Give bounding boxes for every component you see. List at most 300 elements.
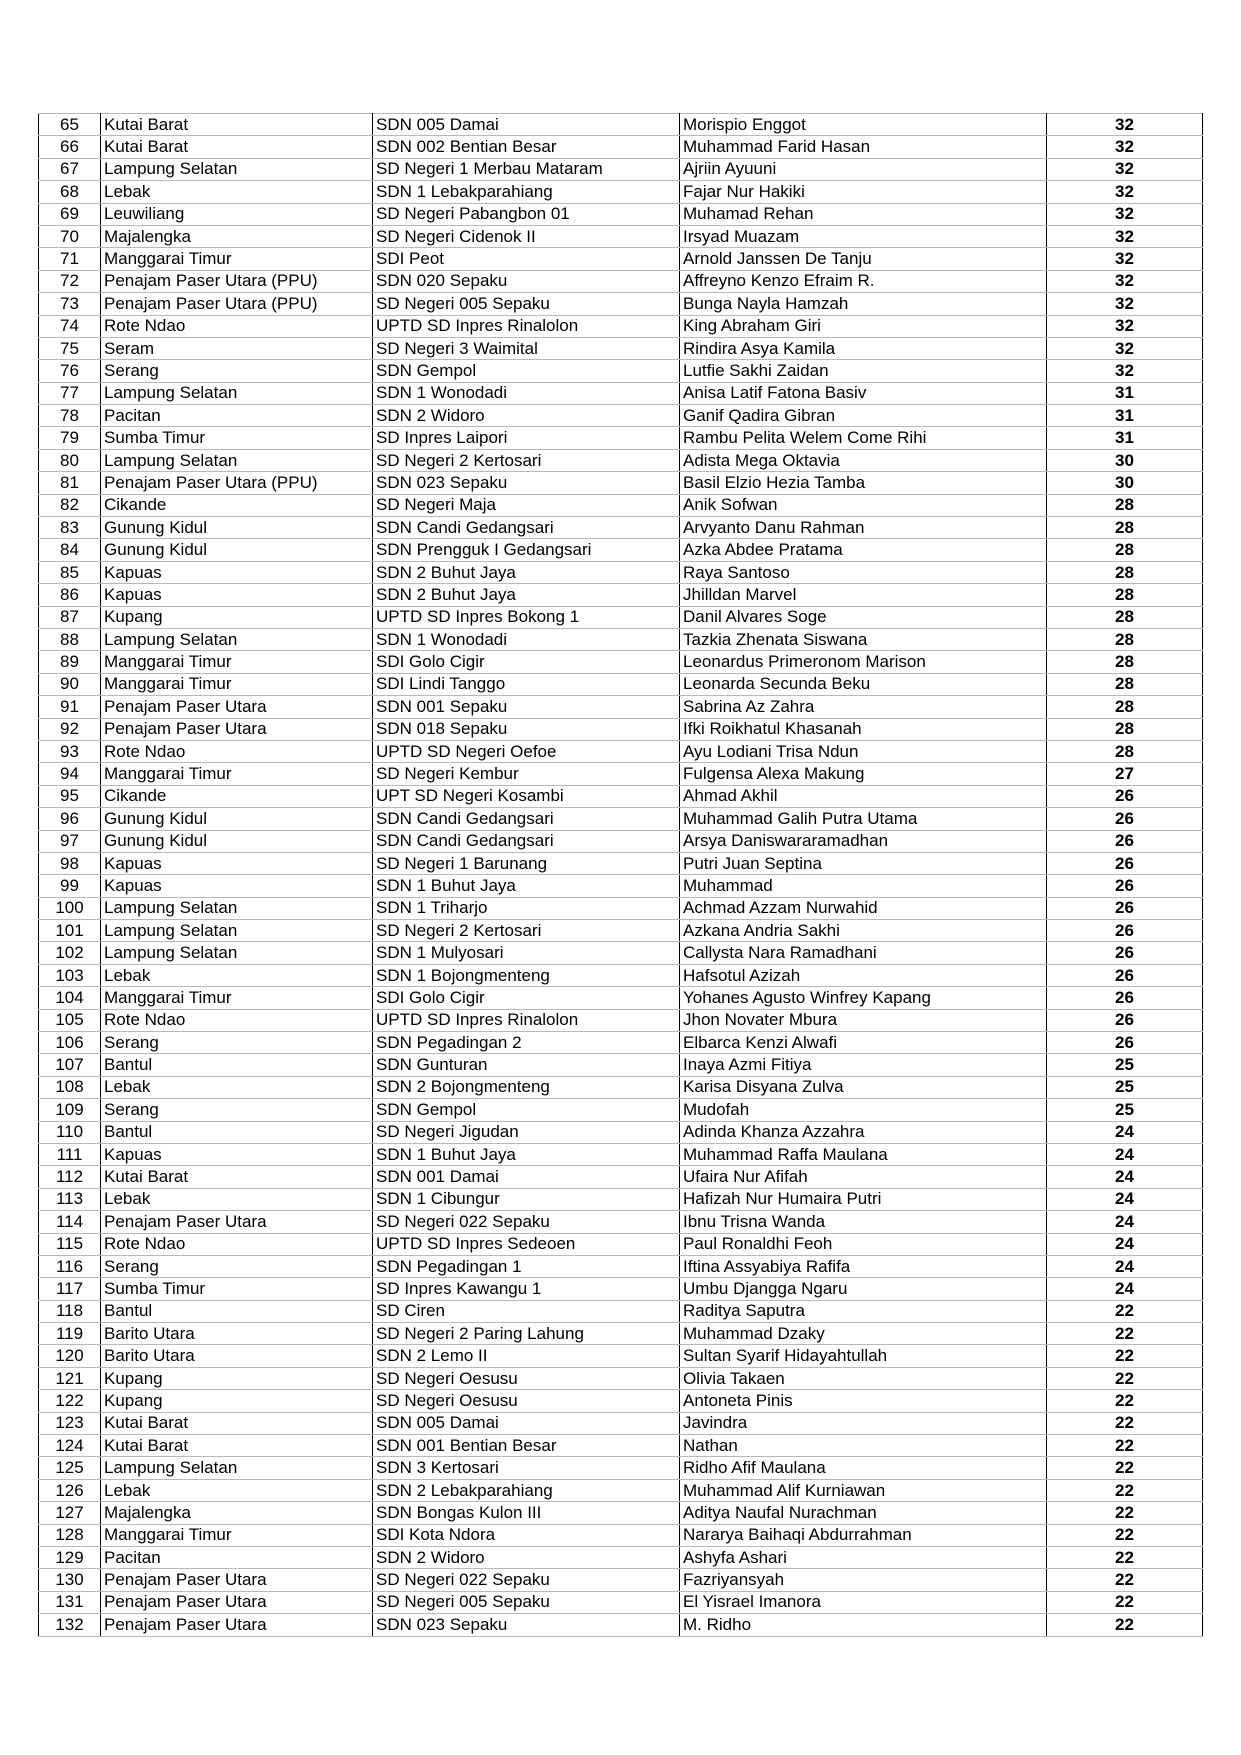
table-row [39, 315, 1203, 337]
score-cell: 32 [1047, 225, 1203, 247]
student-name-cell: Morispio Enggot [680, 114, 1047, 136]
row-number-cell: 107 [39, 1054, 101, 1076]
student-name-cell: Aditya Naufal Nurachman [680, 1502, 1047, 1524]
row-number-cell: 112 [39, 1166, 101, 1188]
row-number-cell: 110 [39, 1121, 101, 1143]
score-cell: 24 [1047, 1166, 1203, 1188]
region-cell: Penajam Paser Utara (PPU) [101, 270, 373, 292]
student-name-cell: Adinda Khanza Azzahra [680, 1121, 1047, 1143]
region-cell: Kutai Barat [101, 114, 373, 136]
row-number-cell: 131 [39, 1591, 101, 1613]
table-row [39, 1345, 1203, 1367]
table-row [39, 1479, 1203, 1501]
region-cell: Kutai Barat [101, 136, 373, 158]
table-row [39, 1076, 1203, 1098]
region-cell: Bantul [101, 1121, 373, 1143]
score-cell: 24 [1047, 1278, 1203, 1300]
student-name-cell: Anisa Latif Fatona Basiv [680, 382, 1047, 404]
region-cell: Gunung Kidul [101, 517, 373, 539]
school-cell: SDN Prengguk I Gedangsari [373, 539, 680, 561]
score-cell: 32 [1047, 360, 1203, 382]
score-cell: 27 [1047, 763, 1203, 785]
region-cell: Gunung Kidul [101, 830, 373, 852]
school-cell: SD Negeri Kembur [373, 763, 680, 785]
row-number-cell: 100 [39, 897, 101, 919]
score-cell: 26 [1047, 920, 1203, 942]
school-cell: SD Negeri Pabangbon 01 [373, 203, 680, 225]
score-cell: 32 [1047, 181, 1203, 203]
table-row [39, 718, 1203, 740]
score-cell: 31 [1047, 382, 1203, 404]
school-cell: SDN 2 Lebakparahiang [373, 1479, 680, 1501]
student-name-cell: Sabrina Az Zahra [680, 696, 1047, 718]
region-cell: Rote Ndao [101, 315, 373, 337]
student-name-cell: Ufaira Nur Afifah [680, 1166, 1047, 1188]
table-row [39, 1255, 1203, 1277]
row-number-cell: 92 [39, 718, 101, 740]
school-cell: SDN 2 Lemo II [373, 1345, 680, 1367]
score-cell: 26 [1047, 875, 1203, 897]
student-name-cell: El Yisrael Imanora [680, 1591, 1047, 1613]
school-cell: UPTD SD Inpres Rinalolon [373, 315, 680, 337]
table-row [39, 382, 1203, 404]
region-cell: Gunung Kidul [101, 539, 373, 561]
score-cell: 32 [1047, 158, 1203, 180]
row-number-cell: 72 [39, 270, 101, 292]
student-name-cell: Raya Santoso [680, 561, 1047, 583]
region-cell: Manggarai Timur [101, 651, 373, 673]
table-row [39, 696, 1203, 718]
score-cell: 28 [1047, 584, 1203, 606]
region-cell: Barito Utara [101, 1323, 373, 1345]
region-cell: Lampung Selatan [101, 920, 373, 942]
region-cell: Lebak [101, 1188, 373, 1210]
student-name-cell: M. Ridho [680, 1614, 1047, 1636]
region-cell: Kapuas [101, 852, 373, 874]
row-number-cell: 88 [39, 628, 101, 650]
table-row [39, 337, 1203, 359]
school-cell: SDN Bongas Kulon III [373, 1502, 680, 1524]
table-row [39, 1435, 1203, 1457]
school-cell: SDN 1 Mulyosari [373, 942, 680, 964]
table-row [39, 248, 1203, 270]
student-name-cell: Azkana Andria Sakhi [680, 920, 1047, 942]
score-cell: 24 [1047, 1255, 1203, 1277]
school-cell: SD Negeri 1 Barunang [373, 852, 680, 874]
region-cell: Lampung Selatan [101, 382, 373, 404]
region-cell: Kutai Barat [101, 1435, 373, 1457]
score-cell: 30 [1047, 472, 1203, 494]
student-name-cell: Jhon Novater Mbura [680, 1009, 1047, 1031]
row-number-cell: 91 [39, 696, 101, 718]
score-cell: 22 [1047, 1591, 1203, 1613]
student-name-cell: Leonardus Primeronom Marison [680, 651, 1047, 673]
student-name-cell: Arvyanto Danu Rahman [680, 517, 1047, 539]
student-name-cell: Fajar Nur Hakiki [680, 181, 1047, 203]
score-cell: 32 [1047, 203, 1203, 225]
table-row [39, 1188, 1203, 1210]
row-number-cell: 81 [39, 472, 101, 494]
student-name-cell: Javindra [680, 1412, 1047, 1434]
table-row [39, 1233, 1203, 1255]
student-name-cell: Muhammad [680, 875, 1047, 897]
score-cell: 24 [1047, 1121, 1203, 1143]
table-row [39, 449, 1203, 471]
region-cell: Penajam Paser Utara (PPU) [101, 472, 373, 494]
score-cell: 26 [1047, 897, 1203, 919]
table-row [39, 763, 1203, 785]
student-name-cell: Ridho Afif Maulana [680, 1457, 1047, 1479]
table-row [39, 472, 1203, 494]
table-row [39, 606, 1203, 628]
row-number-cell: 108 [39, 1076, 101, 1098]
table-row [39, 875, 1203, 897]
score-cell: 22 [1047, 1569, 1203, 1591]
school-cell: SD Negeri Maja [373, 494, 680, 516]
score-cell: 28 [1047, 517, 1203, 539]
student-name-cell: Hafizah Nur Humaira Putri [680, 1188, 1047, 1210]
student-name-cell: Tazkia Zhenata Siswana [680, 628, 1047, 650]
row-number-cell: 129 [39, 1547, 101, 1569]
region-cell: Sumba Timur [101, 427, 373, 449]
school-cell: SDN Candi Gedangsari [373, 808, 680, 830]
score-cell: 32 [1047, 315, 1203, 337]
score-cell: 22 [1047, 1524, 1203, 1546]
row-number-cell: 65 [39, 114, 101, 136]
school-cell: SDN 2 Bojongmenteng [373, 1076, 680, 1098]
score-cell: 31 [1047, 405, 1203, 427]
score-cell: 28 [1047, 740, 1203, 762]
student-name-cell: Elbarca Kenzi Alwafi [680, 1032, 1047, 1054]
student-name-cell: Nararya Baihaqi Abdurrahman [680, 1524, 1047, 1546]
region-cell: Lampung Selatan [101, 628, 373, 650]
student-name-cell: Ibnu Trisna Wanda [680, 1211, 1047, 1233]
table-row [39, 427, 1203, 449]
school-cell: SDN 005 Damai [373, 114, 680, 136]
table-row [39, 360, 1203, 382]
school-cell: SDN 020 Sepaku [373, 270, 680, 292]
table-row [39, 1054, 1203, 1076]
region-cell: Pacitan [101, 1547, 373, 1569]
region-cell: Penajam Paser Utara [101, 718, 373, 740]
region-cell: Sumba Timur [101, 1278, 373, 1300]
table-row [39, 1547, 1203, 1569]
student-name-cell: Sultan Syarif Hidayahtullah [680, 1345, 1047, 1367]
row-number-cell: 115 [39, 1233, 101, 1255]
score-cell: 28 [1047, 494, 1203, 516]
table-row [39, 1323, 1203, 1345]
school-cell: SDN Candi Gedangsari [373, 517, 680, 539]
score-cell: 28 [1047, 696, 1203, 718]
student-name-cell: Umbu Djangga Ngaru [680, 1278, 1047, 1300]
table-row [39, 1009, 1203, 1031]
row-number-cell: 79 [39, 427, 101, 449]
student-name-cell: Ahmad Akhil [680, 785, 1047, 807]
score-cell: 22 [1047, 1367, 1203, 1389]
row-number-cell: 75 [39, 337, 101, 359]
student-name-cell: Lutfie Sakhi Zaidan [680, 360, 1047, 382]
school-cell: SD Negeri 005 Sepaku [373, 1591, 680, 1613]
school-cell: SDN 001 Sepaku [373, 696, 680, 718]
region-cell: Kupang [101, 1390, 373, 1412]
score-cell: 22 [1047, 1479, 1203, 1501]
region-cell: Kapuas [101, 875, 373, 897]
student-name-cell: Fazriyansyah [680, 1569, 1047, 1591]
row-number-cell: 93 [39, 740, 101, 762]
school-cell: SD Inpres Kawangu 1 [373, 1278, 680, 1300]
school-cell: SDN 1 Triharjo [373, 897, 680, 919]
row-number-cell: 102 [39, 942, 101, 964]
school-cell: SDN Pegadingan 1 [373, 1255, 680, 1277]
table-row [39, 628, 1203, 650]
region-cell: Lampung Selatan [101, 897, 373, 919]
school-cell: SDN Pegadingan 2 [373, 1032, 680, 1054]
region-cell: Cikande [101, 494, 373, 516]
row-number-cell: 125 [39, 1457, 101, 1479]
score-cell: 22 [1047, 1345, 1203, 1367]
table-row [39, 651, 1203, 673]
row-number-cell: 86 [39, 584, 101, 606]
region-cell: Kupang [101, 1367, 373, 1389]
school-cell: SDI Golo Cigir [373, 987, 680, 1009]
table-row [39, 1591, 1203, 1613]
row-number-cell: 118 [39, 1300, 101, 1322]
table-row [39, 517, 1203, 539]
school-cell: SD Negeri Oesusu [373, 1390, 680, 1412]
score-cell: 31 [1047, 427, 1203, 449]
school-cell: SDN 005 Damai [373, 1412, 680, 1434]
score-cell: 28 [1047, 539, 1203, 561]
score-cell: 22 [1047, 1300, 1203, 1322]
student-name-cell: Leonarda Secunda Beku [680, 673, 1047, 695]
school-cell: SDI Peot [373, 248, 680, 270]
row-number-cell: 113 [39, 1188, 101, 1210]
table-row [39, 987, 1203, 1009]
row-number-cell: 101 [39, 920, 101, 942]
school-cell: UPTD SD Inpres Sedeoen [373, 1233, 680, 1255]
score-cell: 26 [1047, 1032, 1203, 1054]
row-number-cell: 119 [39, 1323, 101, 1345]
score-cell: 22 [1047, 1502, 1203, 1524]
region-cell: Serang [101, 1255, 373, 1277]
school-cell: SDN 1 Bojongmenteng [373, 964, 680, 986]
school-cell: SDN Candi Gedangsari [373, 830, 680, 852]
region-cell: Kapuas [101, 561, 373, 583]
school-cell: UPTD SD Inpres Bokong 1 [373, 606, 680, 628]
row-number-cell: 94 [39, 763, 101, 785]
row-number-cell: 103 [39, 964, 101, 986]
row-number-cell: 126 [39, 1479, 101, 1501]
school-cell: SD Negeri 2 Kertosari [373, 920, 680, 942]
results-table-body [39, 114, 1203, 1637]
region-cell: Barito Utara [101, 1345, 373, 1367]
score-cell: 22 [1047, 1390, 1203, 1412]
student-name-cell: Muhammad Farid Hasan [680, 136, 1047, 158]
table-row [39, 293, 1203, 315]
table-row [39, 539, 1203, 561]
score-cell: 26 [1047, 808, 1203, 830]
score-cell: 24 [1047, 1143, 1203, 1165]
table-row [39, 673, 1203, 695]
school-cell: SD Negeri 3 Waimital [373, 337, 680, 359]
student-name-cell: Hafsotul Azizah [680, 964, 1047, 986]
table-row [39, 270, 1203, 292]
table-row [39, 1121, 1203, 1143]
region-cell: Lampung Selatan [101, 158, 373, 180]
table-row [39, 852, 1203, 874]
school-cell: SDN 1 Lebakparahiang [373, 181, 680, 203]
school-cell: SDN 001 Bentian Besar [373, 1435, 680, 1457]
school-cell: SDN 1 Wonodadi [373, 628, 680, 650]
region-cell: Majalengka [101, 1502, 373, 1524]
table-row [39, 1143, 1203, 1165]
row-number-cell: 96 [39, 808, 101, 830]
region-cell: Serang [101, 1099, 373, 1121]
row-number-cell: 127 [39, 1502, 101, 1524]
student-name-cell: Ganif Qadira Gibran [680, 405, 1047, 427]
school-cell: SDN 3 Kertosari [373, 1457, 680, 1479]
student-name-cell: King Abraham Giri [680, 315, 1047, 337]
region-cell: Kupang [101, 606, 373, 628]
school-cell: SDN 2 Widoro [373, 405, 680, 427]
school-cell: SDN 001 Damai [373, 1166, 680, 1188]
student-name-cell: Anik Sofwan [680, 494, 1047, 516]
student-name-cell: Muhammad Galih Putra Utama [680, 808, 1047, 830]
school-cell: SD Negeri Oesusu [373, 1367, 680, 1389]
school-cell: UPT SD Negeri Kosambi [373, 785, 680, 807]
score-cell: 26 [1047, 942, 1203, 964]
student-name-cell: Arnold Janssen De Tanju [680, 248, 1047, 270]
region-cell: Kapuas [101, 584, 373, 606]
row-number-cell: 85 [39, 561, 101, 583]
school-cell: SD Ciren [373, 1300, 680, 1322]
student-name-cell: Nathan [680, 1435, 1047, 1457]
school-cell: SDN 2 Widoro [373, 1547, 680, 1569]
table-row [39, 1032, 1203, 1054]
student-name-cell: Affreyno Kenzo Efraim R. [680, 270, 1047, 292]
score-cell: 32 [1047, 114, 1203, 136]
table-row [39, 920, 1203, 942]
student-name-cell: Muhamad Rehan [680, 203, 1047, 225]
row-number-cell: 95 [39, 785, 101, 807]
row-number-cell: 130 [39, 1569, 101, 1591]
row-number-cell: 74 [39, 315, 101, 337]
student-name-cell: Irsyad Muazam [680, 225, 1047, 247]
row-number-cell: 132 [39, 1614, 101, 1636]
row-number-cell: 84 [39, 539, 101, 561]
region-cell: Lebak [101, 181, 373, 203]
row-number-cell: 99 [39, 875, 101, 897]
school-cell: SDN 1 Wonodadi [373, 382, 680, 404]
student-name-cell: Ifki Roikhatul Khasanah [680, 718, 1047, 740]
region-cell: Manggarai Timur [101, 763, 373, 785]
row-number-cell: 67 [39, 158, 101, 180]
score-cell: 26 [1047, 1009, 1203, 1031]
school-cell: SDN Gempol [373, 1099, 680, 1121]
region-cell: Leuwiliang [101, 203, 373, 225]
results-table [38, 113, 1203, 1637]
student-name-cell: Arsya Daniswararamadhan [680, 830, 1047, 852]
school-cell: SD Negeri 022 Sepaku [373, 1211, 680, 1233]
region-cell: Penajam Paser Utara [101, 1569, 373, 1591]
row-number-cell: 89 [39, 651, 101, 673]
row-number-cell: 87 [39, 606, 101, 628]
region-cell: Serang [101, 1032, 373, 1054]
student-name-cell: Olivia Takaen [680, 1367, 1047, 1389]
row-number-cell: 78 [39, 405, 101, 427]
school-cell: SD Negeri 1 Merbau Mataram [373, 158, 680, 180]
region-cell: Lebak [101, 1076, 373, 1098]
table-row [39, 181, 1203, 203]
score-cell: 28 [1047, 561, 1203, 583]
school-cell: SDN 018 Sepaku [373, 718, 680, 740]
region-cell: Seram [101, 337, 373, 359]
region-cell: Penajam Paser Utara [101, 1211, 373, 1233]
region-cell: Rote Ndao [101, 1009, 373, 1031]
school-cell: SD Negeri 022 Sepaku [373, 1569, 680, 1591]
row-number-cell: 77 [39, 382, 101, 404]
table-row [39, 1099, 1203, 1121]
student-name-cell: Yohanes Agusto Winfrey Kapang [680, 987, 1047, 1009]
row-number-cell: 76 [39, 360, 101, 382]
row-number-cell: 71 [39, 248, 101, 270]
row-number-cell: 106 [39, 1032, 101, 1054]
score-cell: 22 [1047, 1435, 1203, 1457]
region-cell: Penajam Paser Utara [101, 1614, 373, 1636]
score-cell: 22 [1047, 1614, 1203, 1636]
student-name-cell: Muhammad Dzaky [680, 1323, 1047, 1345]
school-cell: SD Negeri 2 Kertosari [373, 449, 680, 471]
row-number-cell: 68 [39, 181, 101, 203]
row-number-cell: 114 [39, 1211, 101, 1233]
score-cell: 28 [1047, 628, 1203, 650]
score-cell: 22 [1047, 1457, 1203, 1479]
table-row [39, 740, 1203, 762]
row-number-cell: 117 [39, 1278, 101, 1300]
score-cell: 22 [1047, 1323, 1203, 1345]
student-name-cell: Iftina Assyabiya Rafifa [680, 1255, 1047, 1277]
score-cell: 24 [1047, 1233, 1203, 1255]
row-number-cell: 124 [39, 1435, 101, 1457]
school-cell: SDN 023 Sepaku [373, 472, 680, 494]
student-name-cell: Adista Mega Oktavia [680, 449, 1047, 471]
student-name-cell: Ayu Lodiani Trisa Ndun [680, 740, 1047, 762]
score-cell: 28 [1047, 651, 1203, 673]
row-number-cell: 73 [39, 293, 101, 315]
student-name-cell: Danil Alvares Soge [680, 606, 1047, 628]
region-cell: Penajam Paser Utara (PPU) [101, 293, 373, 315]
school-cell: SDN Gempol [373, 360, 680, 382]
table-row [39, 114, 1203, 136]
student-name-cell: Fulgensa Alexa Makung [680, 763, 1047, 785]
table-row [39, 808, 1203, 830]
school-cell: SD Negeri Cidenok II [373, 225, 680, 247]
score-cell: 32 [1047, 337, 1203, 359]
table-row [39, 1412, 1203, 1434]
score-cell: 22 [1047, 1547, 1203, 1569]
school-cell: SDI Golo Cigir [373, 651, 680, 673]
score-cell: 32 [1047, 293, 1203, 315]
row-number-cell: 97 [39, 830, 101, 852]
table-row [39, 1390, 1203, 1412]
region-cell: Cikande [101, 785, 373, 807]
region-cell: Kapuas [101, 1143, 373, 1165]
school-cell: SDN 1 Buhut Jaya [373, 1143, 680, 1165]
region-cell: Manggarai Timur [101, 1524, 373, 1546]
row-number-cell: 121 [39, 1367, 101, 1389]
student-name-cell: Muhammad Raffa Maulana [680, 1143, 1047, 1165]
row-number-cell: 66 [39, 136, 101, 158]
